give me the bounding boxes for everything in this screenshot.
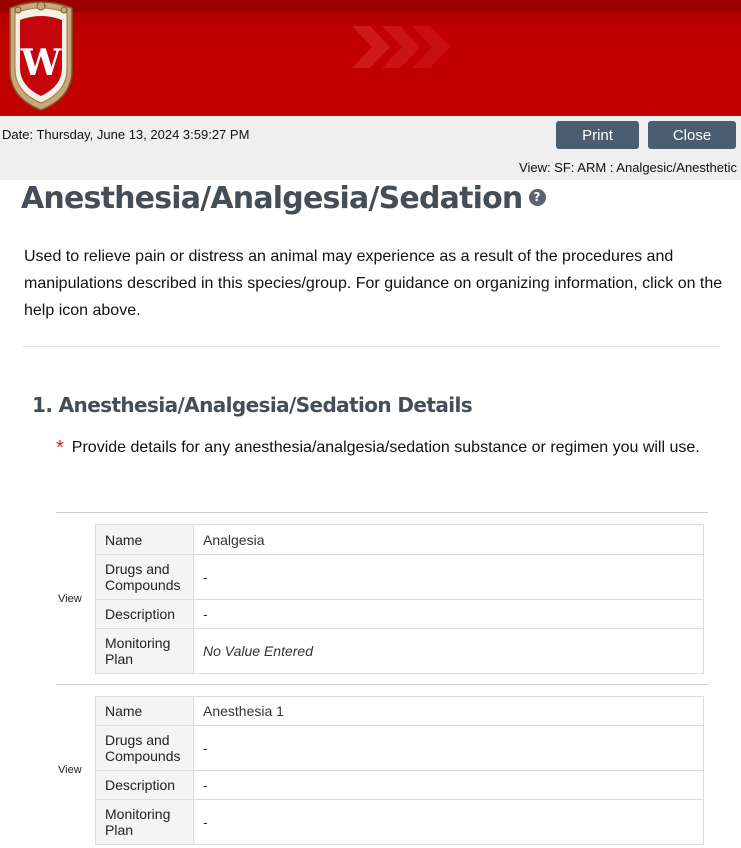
intro-text: Used to relieve pain or distress an animal may experience as a result of the procedures and manipulations described in this species/group. For guidance on organizing information, click on the help icon above. (24, 248, 723, 319)
entry-divider (56, 684, 708, 685)
description-value: - (194, 600, 704, 629)
monitoring-label: Monitoring Plan (96, 800, 194, 845)
name-value: Analgesia (194, 525, 704, 555)
name-value: Anesthesia 1 (194, 697, 704, 726)
drugs-value: - (194, 555, 704, 600)
header-banner (0, 0, 741, 116)
svg-text:W: W (20, 42, 62, 84)
table-row (96, 697, 704, 726)
drugs-label: Drugs and Compounds (96, 726, 194, 771)
section-title: 1. Anesthesia/Analgesia/Sedation Details (32, 393, 473, 417)
page-title-text: Anesthesia/Analgesia/Sedation (21, 181, 523, 216)
table-row (96, 525, 704, 555)
required-instructions (56, 432, 716, 462)
instructions-text: Provide details for any anesthesia/analgesia/sedation substance or regimen you will use. (71, 439, 700, 456)
view-path: View: SF: ARM : Analgesic/Anesthetic (519, 160, 737, 175)
view-link[interactable]: View (58, 593, 82, 605)
description-label: Description (96, 600, 194, 629)
table-row (96, 800, 704, 845)
drugs-value: - (194, 726, 704, 771)
monitoring-label: Monitoring Plan (96, 629, 194, 674)
description-label: Description (96, 771, 194, 800)
table-row (96, 629, 704, 674)
divider (22, 346, 720, 347)
banner-stripe (0, 0, 741, 12)
description-value: - (194, 771, 704, 800)
drugs-label: Drugs and Compounds (96, 555, 194, 600)
required-marker: * (56, 437, 64, 459)
toolbar (0, 116, 741, 180)
university-crest-logo[interactable] (4, 0, 78, 112)
name-label: Name (96, 525, 194, 555)
table-row (96, 726, 704, 771)
close-button[interactable]: Close (648, 121, 736, 149)
name-label: Name (96, 697, 194, 726)
entry-divider (56, 512, 708, 513)
chevrons-decoration-icon (352, 26, 462, 68)
view-link[interactable]: View (58, 764, 82, 776)
monitoring-value: - (194, 800, 704, 845)
entry-table-analgesia (95, 524, 704, 674)
table-row (96, 600, 704, 629)
page-title (21, 181, 546, 216)
table-row (96, 771, 704, 800)
table-row (96, 555, 704, 600)
entry-table-anesthesia-1 (95, 696, 704, 845)
date-display: Date: Thursday, June 13, 2024 3:59:27 PM (2, 127, 250, 142)
monitoring-value: No Value Entered (194, 629, 704, 674)
help-icon[interactable]: ? (529, 189, 546, 206)
print-button[interactable]: Print (556, 121, 639, 149)
